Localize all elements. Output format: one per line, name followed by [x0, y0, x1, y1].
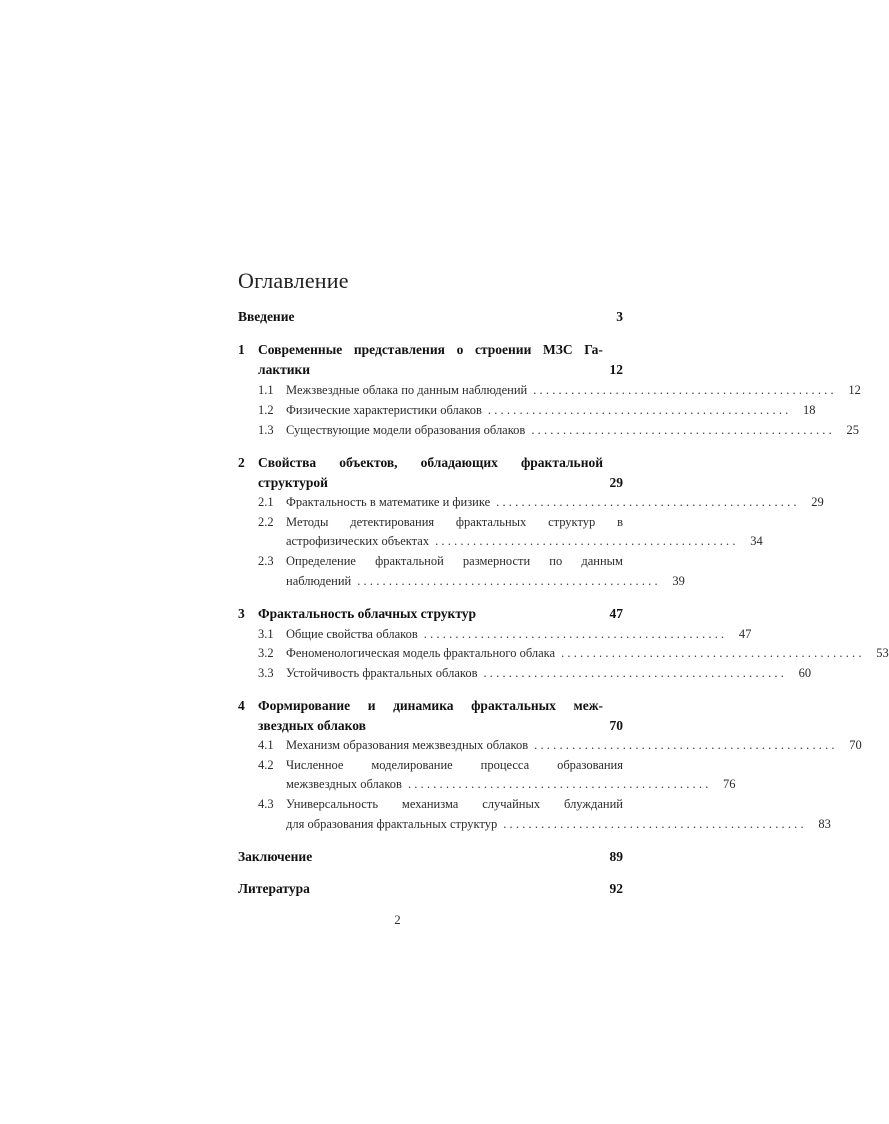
chapter-page: 70: [609, 718, 623, 733]
section-number: 3.2: [258, 646, 274, 660]
section-number: 2.1: [258, 495, 274, 509]
chapter-number: 1: [238, 342, 245, 357]
chapter-title-line2: структурой: [258, 475, 328, 490]
section-number: 4.3: [258, 797, 274, 811]
entry-label: Литература: [238, 881, 310, 896]
section-number: 4.2: [258, 758, 274, 772]
toc-entry-references[interactable]: [238, 881, 623, 897]
dot-leader: ................................................: [531, 423, 835, 437]
entry-label: Заключение: [238, 849, 313, 864]
section-page: 76: [723, 777, 736, 791]
section-title: Механизм образования межзвездных облаков: [286, 738, 529, 752]
section-title-line1: Численное моделирование процесса образования: [286, 758, 623, 772]
section-title-line1: Универсальность механизма случайных блужданий: [286, 797, 623, 811]
toc-section-3-1[interactable]: [258, 627, 752, 642]
entry-label: Введение: [238, 309, 295, 324]
section-title: Общие свойства облаков: [286, 627, 418, 641]
toc-chapter-2-cont[interactable]: [258, 475, 623, 491]
toc-section-2-1[interactable]: [258, 495, 824, 510]
toc-chapter-4[interactable]: [238, 698, 623, 714]
toc-chapter-3[interactable]: [238, 606, 623, 622]
toc-entry-conclusion[interactable]: [238, 849, 623, 865]
entry-page: 89: [609, 849, 623, 864]
section-title: Устойчивость фрактальных облаков: [286, 666, 478, 680]
toc-entry-intro[interactable]: [238, 309, 623, 325]
section-number: 3.3: [258, 666, 274, 680]
section-page: 70: [849, 738, 862, 752]
toc-section-4-3[interactable]: [258, 797, 623, 812]
entry-page: 3: [616, 309, 623, 324]
dot-leader: ................................................: [435, 534, 739, 548]
toc-section-2-3-cont[interactable]: [286, 574, 685, 589]
page-number: 2: [394, 912, 401, 927]
section-number: 4.1: [258, 738, 274, 752]
chapter-number: 2: [238, 455, 245, 470]
dot-leader: ................................................: [423, 627, 728, 641]
toc-section-1-3[interactable]: [258, 423, 859, 438]
section-title-line2: астрофизических объектах: [286, 534, 430, 548]
toc-chapter-1-cont[interactable]: [258, 362, 623, 378]
toc-section-4-3-cont[interactable]: [286, 817, 831, 832]
chapter-page: 12: [609, 362, 623, 377]
section-page: 18: [802, 403, 816, 417]
chapter-page: 47: [609, 606, 623, 621]
toc-section-1-2[interactable]: [258, 403, 816, 418]
toc-chapter-2[interactable]: [238, 455, 623, 471]
section-title-line2: наблюдений: [286, 574, 352, 588]
toc-chapter-4-cont[interactable]: [258, 718, 623, 734]
dot-leader: ................................................: [561, 646, 865, 660]
section-number: 1.3: [258, 423, 274, 437]
section-page: 29: [811, 495, 824, 509]
entry-page: 92: [609, 881, 623, 896]
section-number: 2.3: [258, 554, 274, 568]
section-title-line1: Определение фрактальной размерности по данным: [286, 554, 623, 568]
toc-section-3-2[interactable]: [258, 646, 889, 661]
chapter-title-line1: Современные представления о строении МЗС Га-: [258, 342, 603, 357]
section-page: 34: [750, 534, 763, 548]
toc-section-2-2-cont[interactable]: [286, 534, 763, 549]
chapter-number: 4: [238, 698, 245, 713]
dot-leader: ................................................: [503, 817, 807, 831]
section-title-line2: для образования фрактальных структур: [286, 817, 498, 831]
section-page: 83: [818, 817, 831, 831]
section-page: 60: [798, 666, 812, 680]
toc-heading: Оглавление: [238, 268, 349, 293]
section-page: 39: [672, 574, 685, 588]
toc-section-2-3[interactable]: [258, 554, 623, 569]
section-number: 1.1: [258, 383, 274, 397]
section-title-line1: Методы детектирования фрактальных структур в: [286, 515, 623, 529]
dot-leader: ................................................: [487, 403, 792, 417]
dot-leader: ................................................: [483, 666, 788, 680]
dot-leader: ................................................: [407, 777, 712, 791]
section-page: 12: [848, 383, 861, 397]
dot-leader: ................................................: [357, 574, 661, 588]
toc-section-3-3[interactable]: [258, 666, 812, 681]
chapter-page: 29: [609, 475, 623, 490]
section-title-line2: межзвездных облаков: [286, 777, 402, 791]
section-page: 47: [738, 627, 752, 641]
dot-leader: ................................................: [533, 383, 837, 397]
chapter-title: Фрактальность облачных структур: [258, 606, 477, 621]
chapter-title-line1: Свойства объектов, обладающих фрактальной: [258, 455, 603, 470]
section-page: 25: [846, 423, 859, 437]
chapter-title-line2: лактики: [258, 362, 311, 377]
section-number: 2.2: [258, 515, 274, 529]
toc-section-4-1[interactable]: [258, 738, 862, 753]
chapter-title-line2: звездных облаков: [258, 718, 366, 733]
section-page: 53: [876, 646, 889, 660]
toc-chapter-1[interactable]: [238, 342, 623, 358]
toc-section-1-1[interactable]: [258, 383, 861, 398]
chapter-title-line1: Формирование и динамика фрактальных меж-: [258, 698, 603, 713]
toc-section-2-2[interactable]: [258, 515, 623, 530]
section-number: 1.2: [258, 403, 274, 417]
section-title: Межзвездные облака по данным наблюдений: [286, 383, 528, 397]
dot-leader: ................................................: [534, 738, 838, 752]
section-title: Существующие модели образования облаков: [286, 423, 526, 437]
toc-section-4-2[interactable]: [258, 758, 623, 773]
toc-section-4-2-cont[interactable]: [286, 777, 736, 792]
dot-leader: ................................................: [496, 495, 800, 509]
section-title: Феноменологическая модель фрактального облака: [286, 646, 556, 660]
section-number: 3.1: [258, 627, 274, 641]
section-title: Физические характеристики облаков: [286, 403, 482, 417]
section-title: Фрактальность в математике и физике: [286, 495, 491, 509]
chapter-number: 3: [238, 606, 245, 621]
